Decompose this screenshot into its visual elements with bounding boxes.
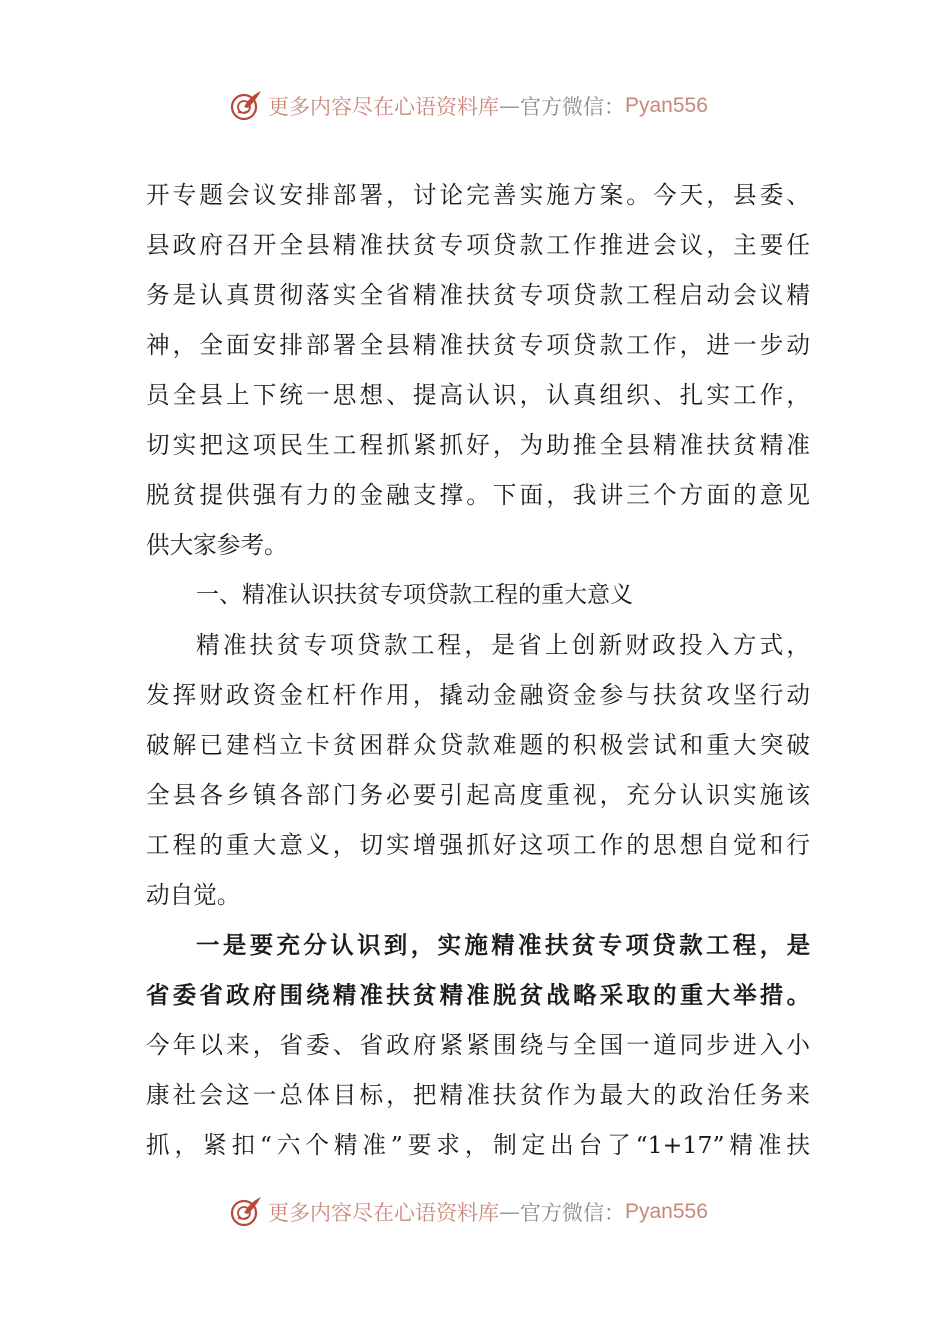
body-line: 脱贫提供强有力的金融支撑。下面，我讲三个方面的意见 — [146, 481, 810, 509]
watermark-wechat-label: 官方微信： — [520, 95, 625, 119]
watermark-wechat-id: Pyan556 — [625, 94, 708, 117]
body-line: 全县各乡镇各部门务必要引起高度重视，充分认识实施该 — [146, 781, 810, 809]
bold-statement-line: 一是要充分认识到，实施精准扶贫专项贷款工程，是 — [196, 931, 810, 959]
body-line: 康社会这一总体目标，把精准扶贫作为最大的政治任务来 — [146, 1081, 810, 1109]
body-line: 神，全面安排部署全县精准扶贫专项贷款工作，进一步动 — [146, 331, 810, 359]
body-line: 今年以来，省委、省政府紧紧围绕与全国一道同步进入小 — [146, 1031, 810, 1059]
watermark-wechat-id: Pyan556 — [625, 1200, 708, 1223]
document-body — [146, 170, 810, 1170]
body-line: 员全县上下统一思想、提高认识，认真组织、扎实工作， — [146, 381, 810, 409]
body-line: 精准扶贫专项贷款工程，是省上创新财政投入方式， — [196, 631, 810, 659]
body-line: 抓，紧扣“六个精准”要求，制定出台了“1+17”精准扶 — [146, 1131, 810, 1159]
watermark-main-text: 更多内容尽在心语资料库 — [268, 95, 499, 119]
body-line: 破解已建档立卡贫困群众贷款难题的积极尝试和重大突破 — [146, 731, 810, 759]
quill-swirl-logo-icon — [228, 1194, 264, 1230]
watermark-main-text: 更多内容尽在心语资料库 — [268, 1201, 499, 1225]
body-line: 动自觉。 — [146, 881, 241, 909]
watermark-dash: — — [499, 1200, 520, 1224]
section-heading: 一、精准认识扶贫专项贷款工程的重大意义 — [196, 582, 633, 608]
watermark-header — [228, 86, 708, 126]
body-line: 发挥财政资金杠杆作用，撬动金融资金参与扶贫攻坚行动 — [146, 681, 810, 709]
watermark-footer — [228, 1192, 708, 1232]
watermark-dash: — — [499, 94, 520, 118]
body-line: 开专题会议安排部署，讨论完善实施方案。今天，县委、 — [146, 181, 810, 209]
body-line: 务是认真贯彻落实全省精准扶贫专项贷款工程启动会议精 — [146, 281, 810, 309]
body-line: 供大家参考。 — [146, 531, 288, 559]
quill-swirl-logo-icon — [228, 88, 264, 124]
body-line: 县政府召开全县精准扶贫专项贷款工作推进会议，主要任 — [146, 231, 810, 259]
body-line: 切实把这项民生工程抓紧抓好，为助推全县精准扶贫精准 — [146, 431, 810, 459]
watermark-wechat-label: 官方微信： — [520, 1201, 625, 1225]
body-line: 工程的重大意义，切实增强抓好这项工作的思想自觉和行 — [146, 831, 810, 859]
bold-statement-line: 省委省政府围绕精准扶贫精准脱贫战略采取的重大举措。 — [146, 981, 810, 1009]
